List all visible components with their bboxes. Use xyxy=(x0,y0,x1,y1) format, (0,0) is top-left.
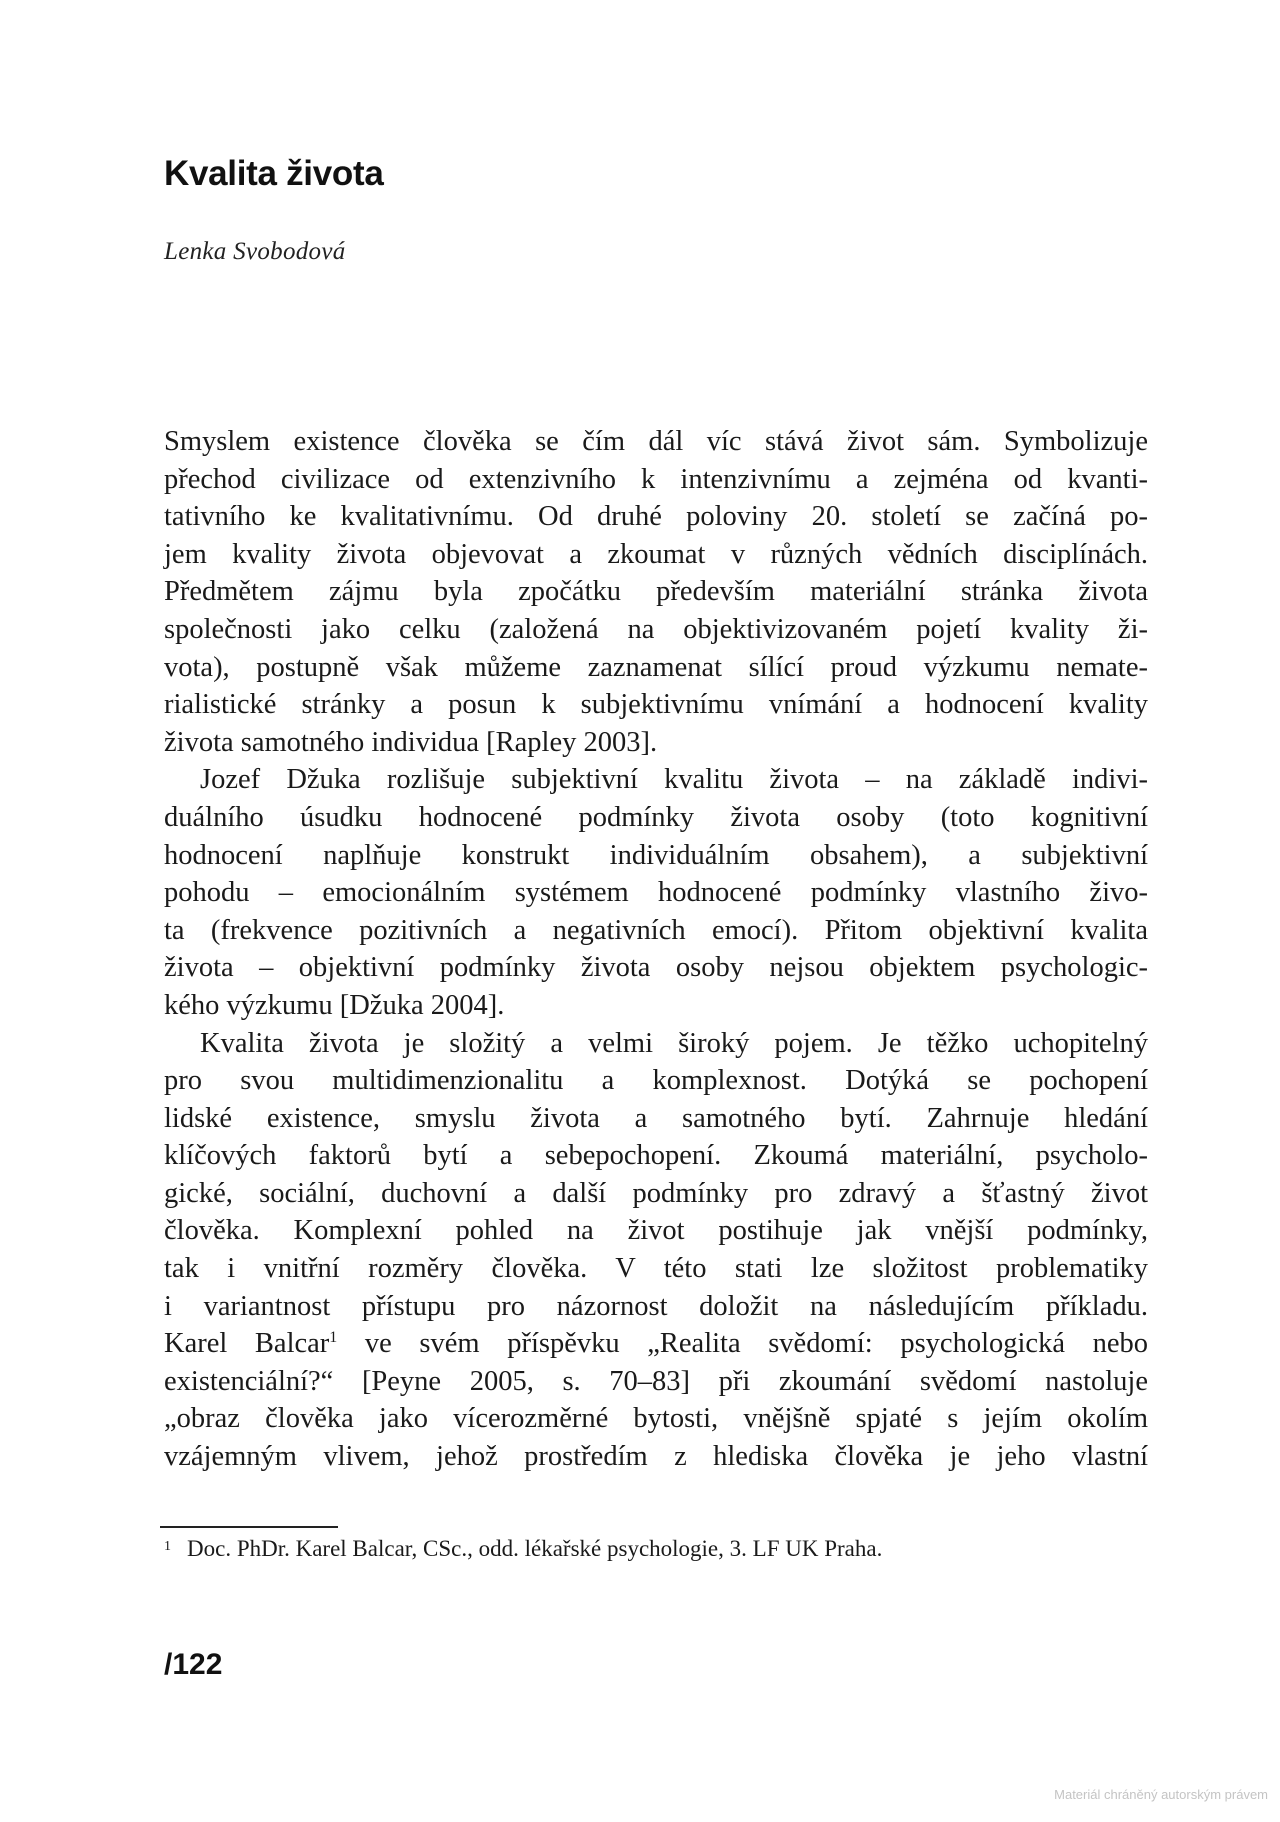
text-line: lidské existence, smyslu života a samotného bytí. Zahrnuje hledání xyxy=(164,1102,1148,1134)
text-line: gické, sociální, duchovní a další podmínky pro zdravý a šťastný život xyxy=(164,1177,1148,1209)
text-line: existenciální?“ [Peyne 2005, s. 70–83] při zkoumání svědomí nastoluje xyxy=(164,1365,1148,1397)
text-line: Předmětem zájmu byla zpočátku především materiální stránka života xyxy=(164,576,1148,608)
text-line: kého výzkumu [Džuka 2004]. xyxy=(164,989,505,1021)
article-body xyxy=(164,423,1148,1476)
text-line: vota), postupně však můžeme zaznamenat sílící proud výzkumu nemate- xyxy=(164,651,1148,683)
text-line: i variantnost přístupu pro názornost doložit na následujícím příkladu. xyxy=(164,1290,1148,1322)
copyright-watermark: Materiál chráněný autorským právem xyxy=(1054,1787,1268,1802)
article-author: Lenka Svobodová xyxy=(164,238,346,265)
text-line: života samotného individua [Rapley 2003]. xyxy=(164,726,658,758)
paragraph-3 xyxy=(164,1025,1148,1476)
footnote-text: Doc. PhDr. Karel Balcar, CSc., odd. lékařské psychologie, 3. LF UK Praha. xyxy=(187,1536,883,1561)
footnote-mark: 1 xyxy=(164,1539,171,1554)
text-line-with-footnote xyxy=(164,1325,1148,1363)
text-line: života – objektivní podmínky života osoby nejsou objektem psychologic- xyxy=(164,952,1148,984)
text-line: člověka. Komplexní pohled na život postihuje jak vnější podmínky, xyxy=(164,1215,1148,1247)
text-line: pro svou multidimenzionalitu a komplexnost. Dotýká se pochopení xyxy=(164,1065,1148,1097)
text-line: vzájemným vlivem, jehož prostředím z hlediska člověka je jeho vlastní xyxy=(164,1441,1148,1473)
text-line: „obraz člověka jako vícerozměrné bytosti, vnějšně spjaté s jejím okolím xyxy=(164,1403,1148,1435)
footnote xyxy=(164,1536,882,1562)
text-line: rialistické stránky a posun k subjektivnímu vnímání a hodnocení kvality xyxy=(164,689,1148,721)
text-line: Smyslem existence člověka se čím dál víc stává život sám. Symbolizuje xyxy=(164,426,1148,457)
text-line: hodnocení naplňuje konstrukt individuálním obsahem), a subjektivní xyxy=(164,839,1148,871)
footnote-reference[interactable]: 1 xyxy=(329,1329,338,1347)
text-line: tak i vnitřní rozměry člověka. V této stati lze složitost problematiky xyxy=(164,1253,1148,1285)
text-line: pohodu – emocionálním systémem hodnocené podmínky vlastního živo- xyxy=(164,877,1148,909)
text-line: přechod civilizace od extenzivního k intenzivnímu a zejména od kvanti- xyxy=(164,463,1148,495)
paragraph-1 xyxy=(164,423,1148,761)
page-number: /122 xyxy=(164,1648,223,1681)
text-line: společnosti jako celku (založená na objektivizovaném pojetí kvality ži- xyxy=(164,613,1148,645)
text-line: jem kvality života objevovat a zkoumat v různých vědních disciplínách. xyxy=(164,538,1148,570)
paragraph-2 xyxy=(164,761,1148,1024)
text-line: duálního úsudku hodnocené podmínky života osoby (toto kognitivní xyxy=(164,801,1148,833)
footnote-divider xyxy=(160,1526,338,1528)
text-line: tativního ke kvalitativnímu. Od druhé poloviny 20. století se začíná po- xyxy=(164,501,1148,533)
text-line: Kvalita života je složitý a velmi široký pojem. Je těžko uchopitelný xyxy=(200,1027,1148,1059)
text-segment: ve svém příspěvku „Realita svědomí: psychologická nebo xyxy=(337,1328,1148,1360)
text-segment: Karel Balcar xyxy=(164,1328,330,1360)
text-line: Jozef Džuka rozlišuje subjektivní kvalitu života – na základě indivi- xyxy=(200,764,1148,796)
article-title: Kvalita života xyxy=(164,154,384,193)
text-line: klíčových faktorů bytí a sebepochopení. Zkoumá materiální, psycholo- xyxy=(164,1140,1148,1172)
text-line: ta (frekvence pozitivních a negativních emocí). Přitom objektivní kvalita xyxy=(164,914,1148,946)
